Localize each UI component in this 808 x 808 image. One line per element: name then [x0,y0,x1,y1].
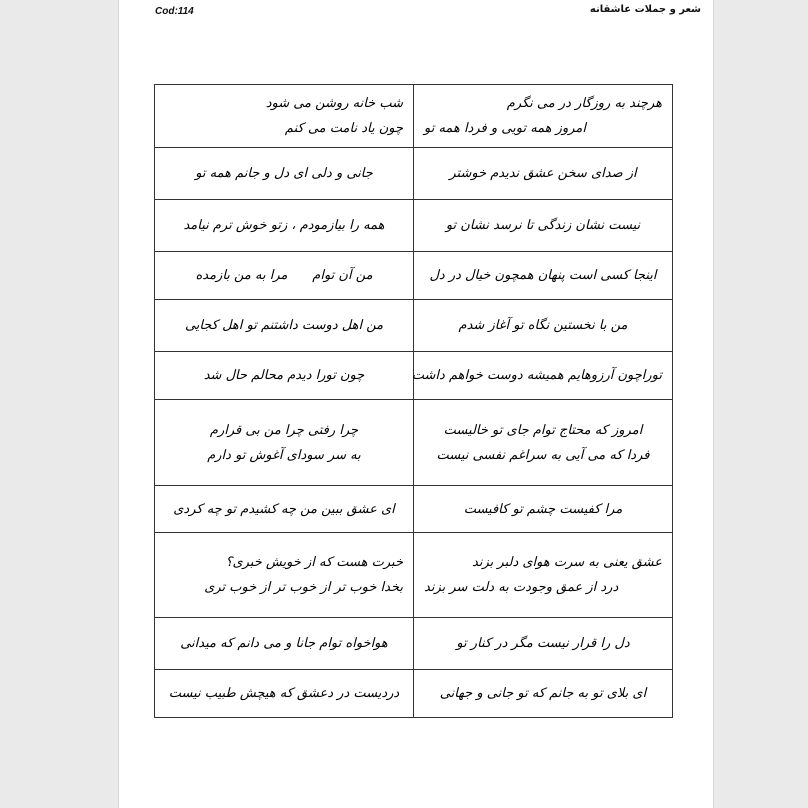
poem-cell-left [414,533,673,618]
poem-cell-left [414,200,673,252]
poem-cell-left [411,352,673,400]
poem-line: از صدای سخن عشق ندیدم خوشتر [449,166,637,181]
poem-line: درد از عمق وجودت به دلت سر بزند [424,580,619,595]
poem-cell-left [414,670,673,718]
poem-line: خبرت هست که از خویش خبری؟ [225,555,403,570]
table-row [155,200,673,252]
poem-cell-left [414,85,673,148]
poem-line: چون یاد نامت می کنم [284,121,403,136]
poem-cell-right [155,148,414,200]
poem-cell-left [414,486,673,533]
poem-cell-left [414,148,673,200]
table-row [155,486,673,533]
poem-cell-left [414,252,673,300]
poem-line: نیست نشان زندگی تا نرسد نشان تو [445,218,641,233]
poem-line: جانی و دلی ای دل و جانم همه تو [195,166,373,181]
poem-line: همه را بیازمودم ، زتو خوش ترم نیامد [183,218,385,233]
poem-cell-right [155,352,414,400]
table-row [155,85,673,148]
poem-cell-right [155,486,414,533]
poem-line: دردیست در دعشق که هیچش طبیب نیست [168,686,400,701]
poem-line: امروز که محتاج توام جای تو خالیست [443,422,643,438]
poem-cell-right [155,670,414,718]
poem-line: من آن توام مرا به من بازمده [195,268,373,283]
poem-line: شب خانه روشن می شود [265,96,403,111]
table-row [155,148,673,200]
poem-line: عشق یعنی به سرت هوای دلبر بزند [472,555,662,570]
poem-line: توراچون آرزوهایم همیشه دوست خواهم داشت [411,368,662,383]
document-title: شعر و جملات عاشقانه [589,4,701,15]
poem-cell-right [155,533,414,618]
poem-cell-right [155,618,414,670]
table-row [155,533,673,618]
document-page [118,0,714,808]
poem-cell-right [155,200,414,252]
document-code: Cod:114 [155,6,194,17]
table-row [155,400,673,486]
poem-cell-right [155,300,414,352]
poem-line: چون تورا دیدم محالم حال شد [203,368,365,383]
poem-table [154,84,673,718]
poem-cell-right [155,400,414,486]
poem-line: اینجا کسی است پنهان همچون خیال در دل [429,268,657,283]
table-row [155,618,673,670]
poem-line: به سر سودای آغوش تو دارم [207,447,361,463]
poem-line: هواخواه توام جانا و می دانم که میدانی [180,636,388,651]
poem-cell-left [414,618,673,670]
table-row [155,670,673,718]
poem-line: ای بلای تو به جانم که تو جانی و جهانی [439,686,647,701]
poem-cell-right [155,252,414,300]
poem-line: هرچند به روزگار در می نگرم [506,96,662,111]
poem-cell-right [155,85,414,148]
poem-line: فردا که می آیی به سراغم نفسی نیست [436,447,650,463]
table-row [155,252,673,300]
poem-line: چرا رفتی چرا من بی قرارم [209,422,359,438]
poem-line: مرا کفیست چشم تو کافیست [463,501,623,517]
poem-line: من با نخستین نگاه تو آغاز شدم [458,318,628,333]
table-row [155,300,673,352]
poem-line: ای عشق ببین من چه کشیدم تو چه کردی [173,501,395,517]
table-row [155,352,673,400]
poem-cell-left [414,300,673,352]
poem-cell-left [414,400,673,486]
poem-line: من اهل دوست داشتنم تو اهل کجایی [184,318,384,333]
poem-line: امروز همه تویی و فردا همه تو [424,121,586,136]
poem-line: دل را قرار نیست مگر در کنار تو [456,636,630,651]
poem-line: بخدا خوب تر از خوب تر از خوب تری [204,580,403,595]
